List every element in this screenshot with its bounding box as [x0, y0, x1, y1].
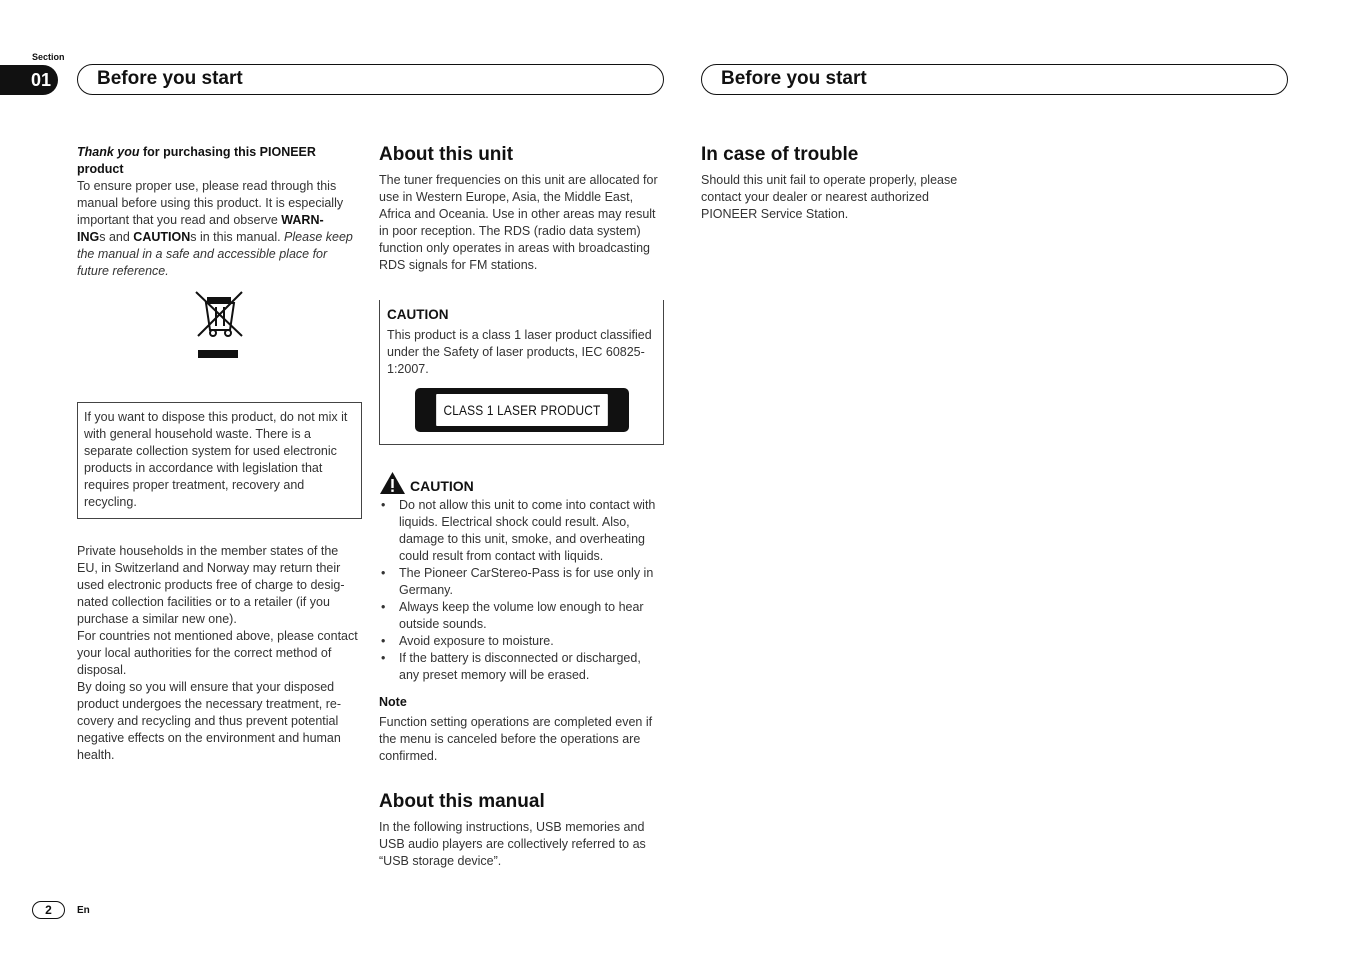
- trouble-heading: In case of trouble: [701, 144, 859, 165]
- private-paragraph-1: Private households in the member states of the EU, in Switzerland and Norway may return their used electronic products free of charge to designated collection facilities or to a retailer (if you purchase a similar new one).: [77, 544, 345, 626]
- thankyou-rest: for purchasing this PIONEER product: [77, 145, 316, 176]
- section-label: Section: [32, 52, 65, 62]
- list-item: • The Pioneer CarStereo-Pass is for use only in Germany.: [379, 565, 664, 599]
- language-code: En: [77, 905, 90, 916]
- column-right: [701, 144, 986, 223]
- header-right-title: Before you start: [701, 64, 1288, 95]
- private-paragraph-2: For countries not mentioned above, please contact your local authorities for the correct method of disposal.: [77, 629, 358, 677]
- list-item: • Always keep the volume low enough to hear outside sounds.: [379, 599, 664, 633]
- list-item: • Avoid exposure to moisture.: [379, 633, 664, 650]
- intro-warning-term: WARN- ING: [77, 213, 324, 244]
- private-paragraph-3: By doing so you will ensure that your disposed product undergoes the necessary treatment, recovery and recycling and thus prevent potential negative effects on the environment and human health.: [77, 680, 342, 762]
- laser-caution-text: This product is a class 1 laser product classified under the Safety of laser products, IEC 60825-1:2007.: [387, 328, 652, 376]
- list-item: • If the battery is disconnected or discharged, any preset memory will be erased.: [379, 650, 664, 684]
- laser-caution-box: [379, 300, 664, 445]
- caution-list: [379, 497, 664, 684]
- crossed-out-bin-icon: [194, 290, 246, 360]
- about-manual-heading: About this manual: [379, 791, 545, 812]
- trouble-text: Should this unit fail to operate properly, please contact your dealer or nearest authorized PIONEER Service Station.: [701, 173, 958, 221]
- list-item: • Do not allow this unit to come into contact with liquids. Electrical shock could result. Also, damage to this unit, smoke, and overheating could result from contact with liquids.: [379, 497, 664, 565]
- thankyou-emphasis: Thank you: [77, 145, 140, 159]
- intro-and: s and: [99, 230, 134, 244]
- header-left-title: Before you start: [77, 64, 664, 95]
- about-manual-text: In the following instructions, USB memories and USB audio players are collectively referred to as “USB storage device”.: [379, 820, 646, 868]
- laser-label-text: CLASS 1 LASER PRODUCT: [436, 394, 608, 426]
- note-heading: Note: [379, 695, 407, 709]
- about-unit-heading: About this unit: [379, 144, 514, 165]
- section-number: 01: [0, 65, 58, 95]
- page-number: 2: [32, 901, 65, 919]
- intro-caution-term: CAUTION: [133, 230, 191, 244]
- intro-text: To ensure proper use, please read through this manual before using this product. It is especially important that you read and observe: [77, 179, 344, 227]
- column-left: [77, 144, 362, 764]
- weee-symbol-area: [77, 280, 362, 390]
- caution-heading-title: CAUTION: [410, 478, 474, 494]
- intro-italic: Please keep the manual in a safe and accessible place for future reference.: [77, 230, 353, 278]
- dispose-box: If you want to dispose this product, do not mix it with general household waste. There is a separate collection system for used electronic products in accordance with legislation that requires proper treatment, recovery and recycling.: [77, 402, 362, 519]
- intro-in-manual: s in this manual.: [190, 230, 285, 244]
- caution-heading: [379, 471, 664, 495]
- note-text: Function setting operations are completed even if the menu is canceled before the operations are confirmed.: [379, 715, 653, 763]
- class1-laser-label: [415, 388, 629, 432]
- thankyou-heading: [77, 144, 362, 178]
- column-middle: [379, 144, 664, 870]
- private-households-block: [77, 543, 362, 764]
- about-unit-text: The tuner frequencies on this unit are allocated for use in Western Europe, Asia, the Middle East, Africa and Oceania. Use in other areas may result in poor reception. The RDS (radio data system) function only operates in areas with broadcasting RDS signals for FM stations.: [379, 173, 658, 272]
- intro-paragraph: [77, 178, 362, 280]
- warning-triangle-icon: [379, 471, 406, 495]
- laser-caution-title: CAUTION: [387, 307, 449, 322]
